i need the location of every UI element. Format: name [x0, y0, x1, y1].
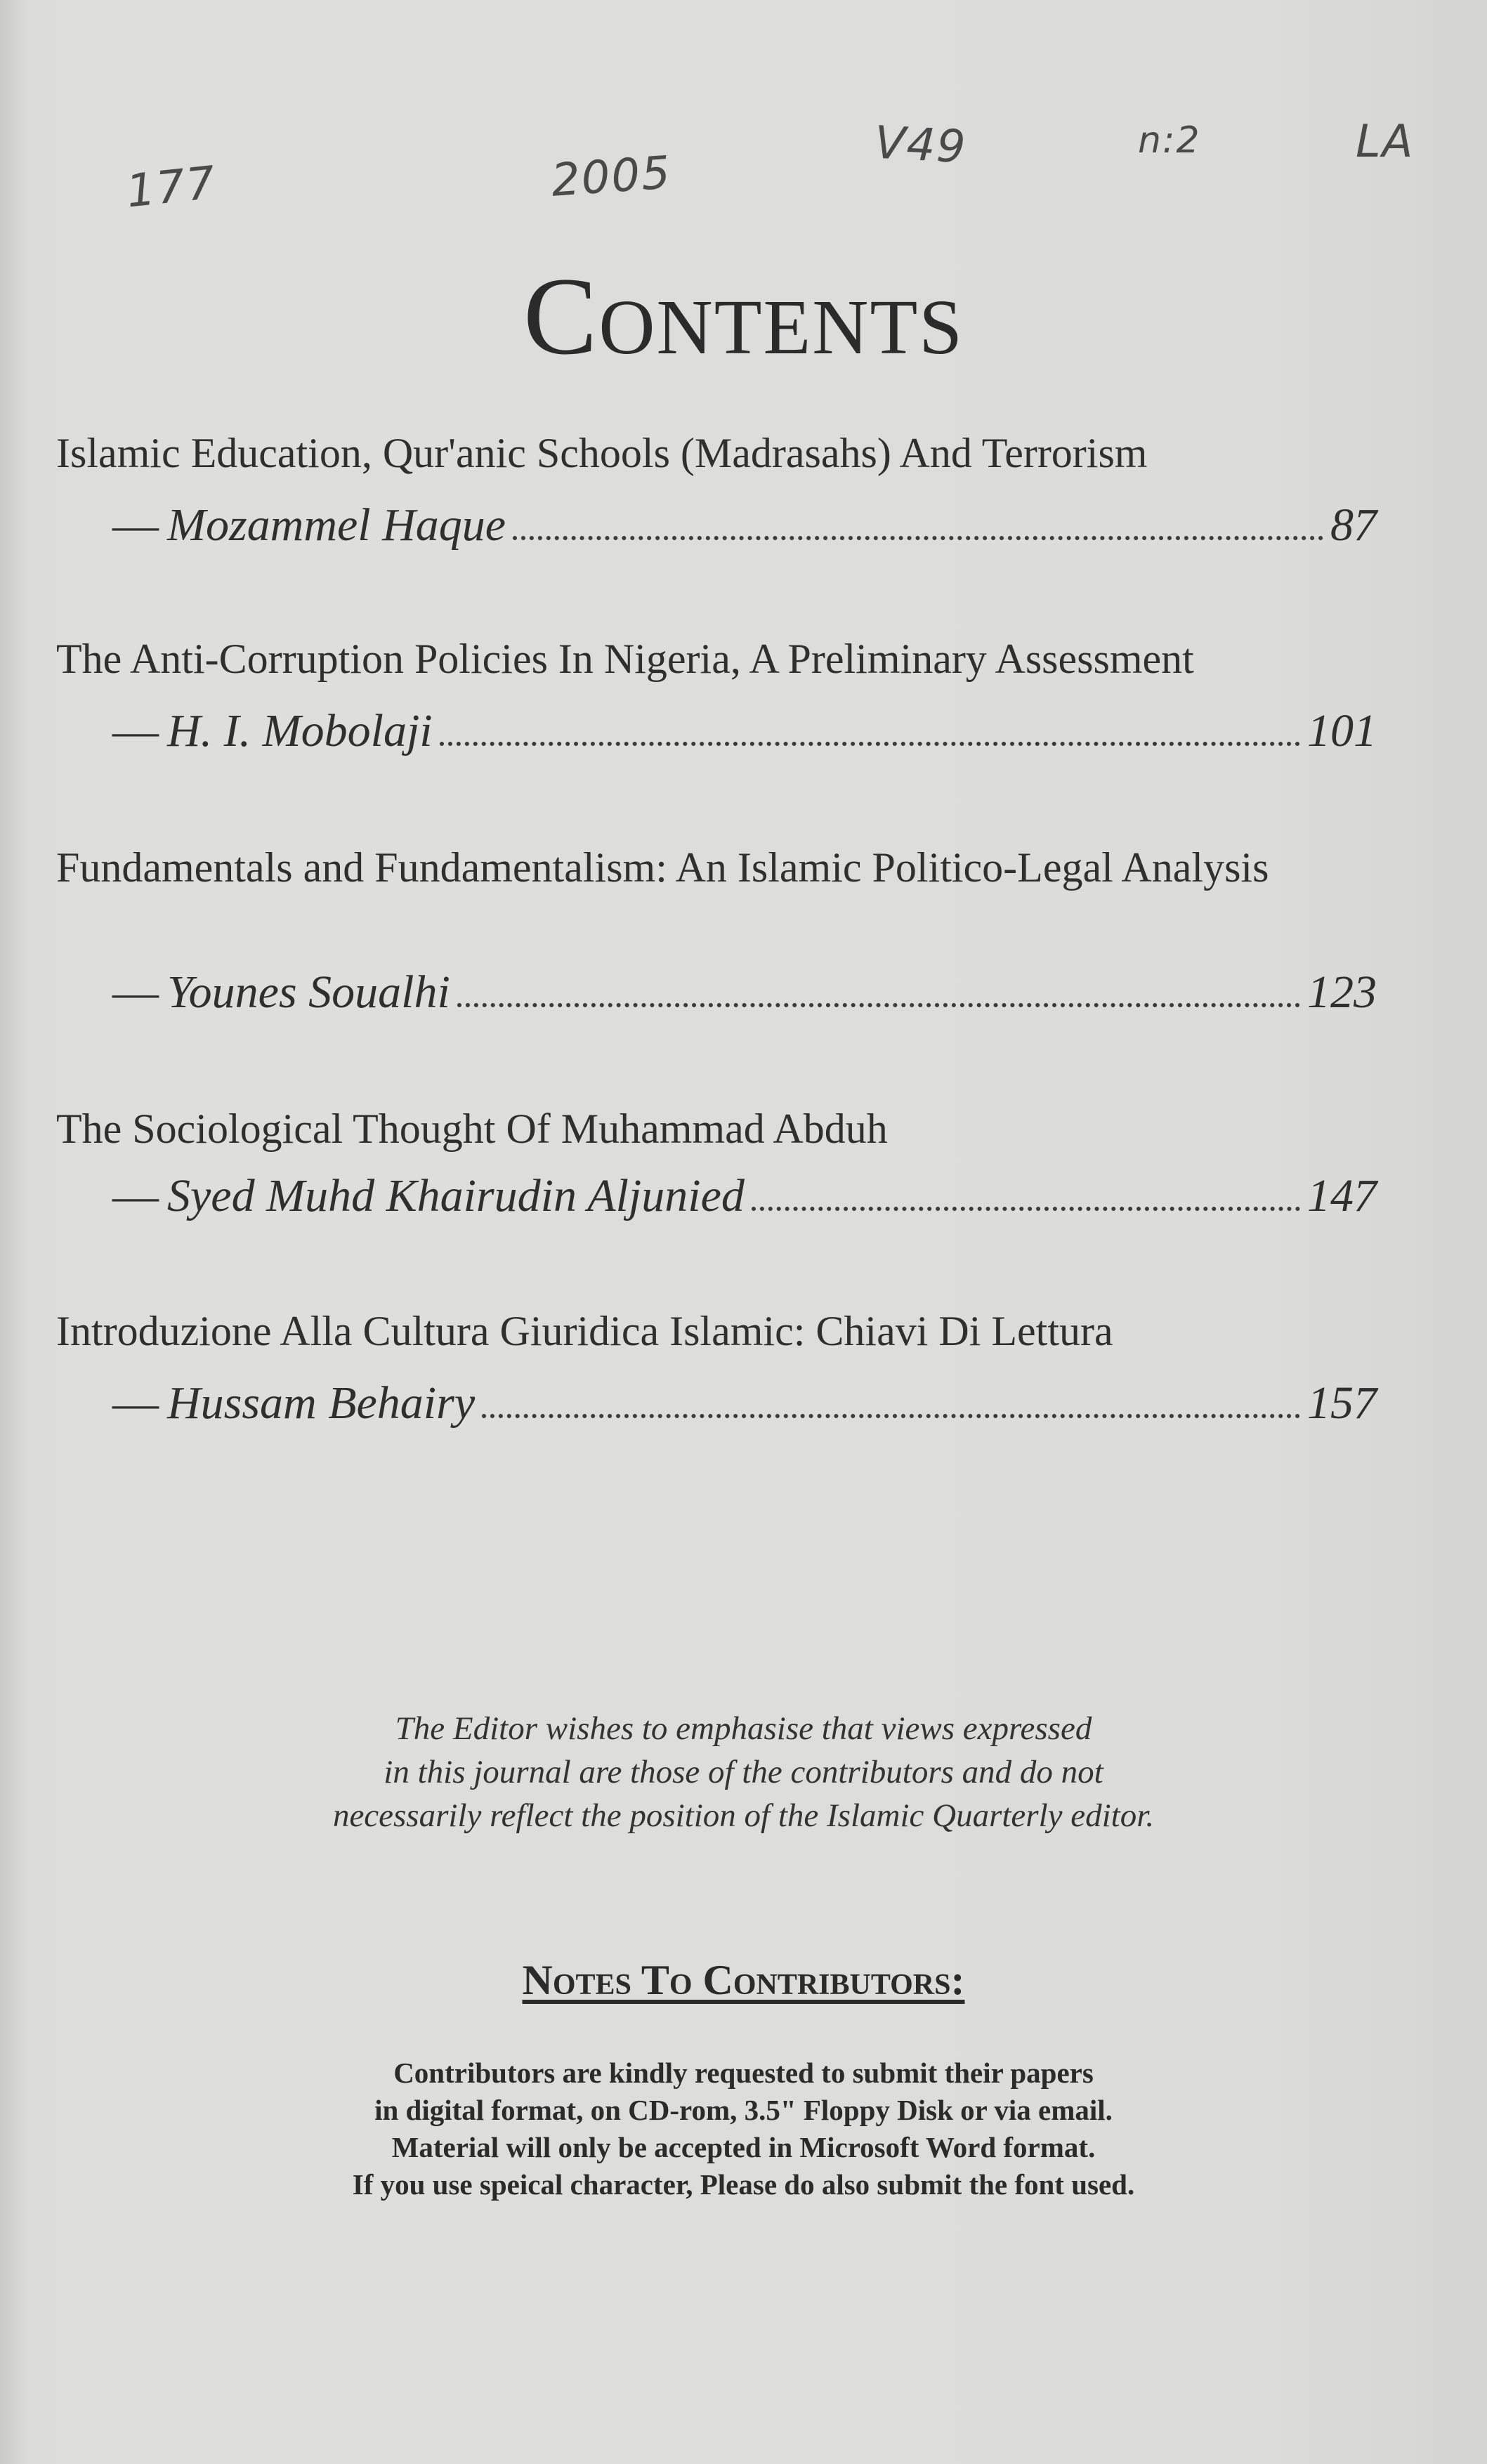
entry-title: The Sociological Thought Of Muhammad Abduh [56, 1106, 888, 1152]
entry-author-line [112, 966, 1377, 1029]
entry-title: Islamic Education, Qur'anic Schools (Madrasahs) And Terrorism [56, 430, 1148, 476]
handwritten-note: 2005 [549, 147, 674, 207]
entry-author-name: Hussam Behairy [167, 1377, 476, 1429]
dot-leader [752, 1207, 1300, 1211]
entry-author-name: Mozammel Haque [167, 499, 506, 551]
entry-author [112, 966, 457, 1019]
notes-heading: Notes To Contributors: [522, 1957, 965, 2003]
handwritten-note: n:2 [1138, 119, 1201, 162]
entry-page-number: 157 [1307, 1377, 1377, 1429]
dot-leader [482, 1414, 1300, 1418]
dot-leader [457, 1003, 1300, 1007]
dash: — [112, 705, 159, 756]
handwritten-note: 177 [124, 157, 219, 218]
entry-author-line [112, 705, 1377, 768]
dash: — [112, 1377, 159, 1429]
handwritten-note: V49 [873, 117, 969, 174]
entry-title: The Anti-Corruption Policies In Nigeria, A Preliminary Assessment [56, 636, 1194, 682]
entry-author-name: H. I. Mobolaji [167, 705, 433, 756]
entry-page-number: 147 [1307, 1170, 1377, 1221]
notes-line: Contributors are kindly requested to submit their papers [393, 2057, 1094, 2089]
entry-title: Fundamentals and Fundamentalism: An Islamic Politico-Legal Analysis [56, 844, 1269, 891]
editor-disclaimer [140, 1707, 1347, 1837]
page-title: Contents [523, 255, 964, 378]
entry-author [112, 1169, 752, 1223]
dot-leader [440, 742, 1300, 746]
handwritten-note: LA [1356, 116, 1415, 168]
entry-author [112, 705, 440, 758]
disclaimer-line: necessarily reflect the position of the Islamic Quarterly editor. [332, 1797, 1155, 1834]
dash: — [112, 1170, 159, 1221]
entry-author [112, 499, 513, 552]
entry-author [112, 1377, 482, 1430]
notes-line: Material will only be accepted in Microsoft Word format. [391, 2131, 1096, 2163]
notes-to-contributors [105, 2055, 1382, 2203]
entry-author-name: Syed Muhd Khairudin Aljunied [167, 1170, 745, 1221]
entry-author-name: Younes Soualhi [167, 966, 450, 1018]
entry-page-number: 101 [1307, 705, 1377, 756]
entry-author-line [112, 499, 1377, 562]
notes-line: in digital format, on CD-rom, 3.5" Floppy Disk or via email. [374, 2094, 1113, 2126]
disclaimer-line: The Editor wishes to emphasise that views expressed [395, 1710, 1092, 1747]
disclaimer-line: in this journal are those of the contributors and do not [384, 1754, 1103, 1790]
entry-title: Introduzione Alla Cultura Giuridica Islamic: Chiavi Di Lettura [56, 1308, 1113, 1354]
dash: — [112, 966, 159, 1018]
entry-author-line [112, 1377, 1377, 1440]
entry-author-line [112, 1169, 1377, 1233]
dash: — [112, 499, 159, 551]
notes-line: If you use speical character, Please do also submit the font used. [352, 2168, 1135, 2201]
entry-page-number: 87 [1330, 499, 1377, 551]
dot-leader [513, 536, 1323, 540]
entry-page-number: 123 [1307, 966, 1377, 1018]
